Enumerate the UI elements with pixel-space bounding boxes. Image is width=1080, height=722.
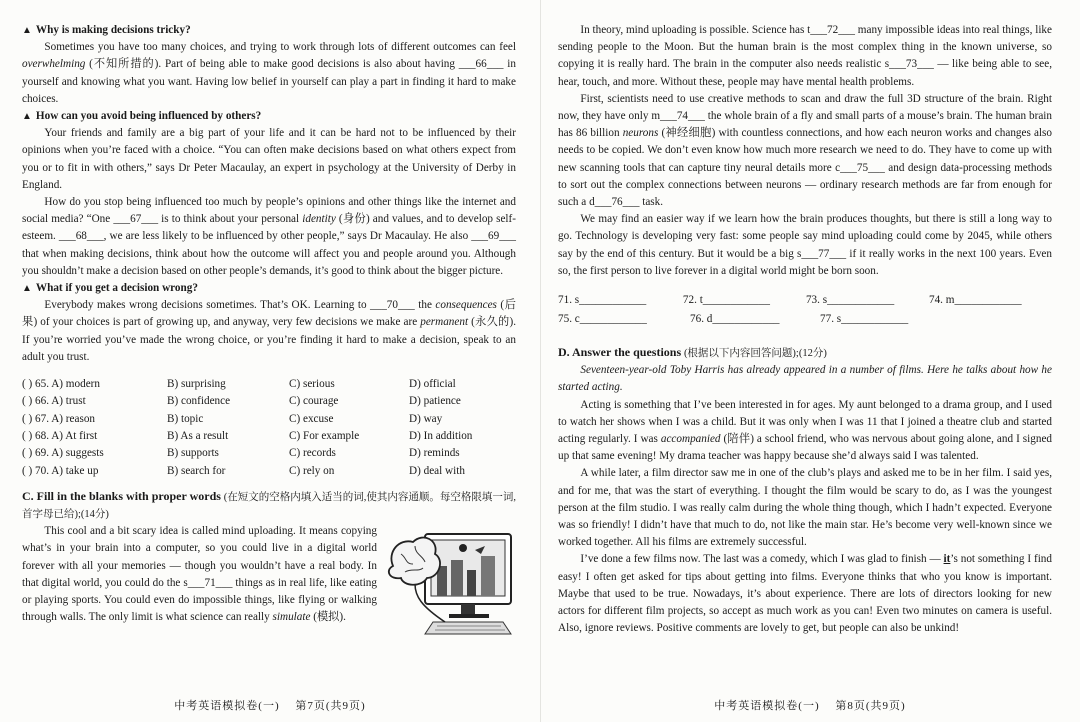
- option-row: ( ) 66. A) trust B) confidence C) courage D) patience: [22, 395, 461, 408]
- section-d-header: [558, 344, 1052, 362]
- paragraph: First, scientists need to use creative methods to scan and draw the full 3D structure of the brain. Right now, they have only m___74___ the whole brain of a fly and small parts of a mouse’s brain. The human brain has 86 billion neurons (神经细胞) with countless connections, and how each neuron works and changes also needs to be copied. We don’t even know how much more research we need to do. They have to come up with new scanning tools that can capture tiny neural details more c___75___ and design data-processing methods to sort out the complex connections between neurons — ordinary research methods are far from enough for such a d___76___ task.: [558, 92, 1052, 209]
- paragraph: In theory, mind uploading is possible. Science has t___72___ many impossible ideas into real things, like sending people to the Moon. But the human brain is the most complex thing in the known universe, so copying it is really hard. The brain in the computer also needs realistic s___73___ — like being able to see, hear, touch, and more. Without these, people may have mental health problems.: [558, 24, 1052, 88]
- section-c-body: [22, 523, 516, 638]
- triangle-icon: ▲: [22, 111, 32, 123]
- answer-blank-76[interactable]: 76. d____________: [690, 313, 780, 326]
- blanks-row: [558, 292, 1052, 311]
- answer-blanks: [558, 292, 1052, 330]
- answer-blank-71[interactable]: 71. s____________: [558, 294, 647, 307]
- option-row: ( ) 69. A) suggests B) supports C) records D) reminds: [22, 447, 460, 460]
- page-footer: 中考英语模拟卷(一) 第7页(共9页): [174, 700, 366, 712]
- section-d-instructions: (根据以下内容回答问题);(12分): [683, 348, 827, 360]
- paragraph: Everybody makes wrong decisions sometimes. That’s OK. Learning to ___70___ the consequences (后果) of your choices is part of growing up, and anyway, very few decisions we make are permanent (永久的). If you’re worried you’ve made the wrong choice, or you’re finding it hard to make a decision, speak to an adult you trust.: [22, 299, 516, 363]
- section-d-title: D. Answer the questions: [558, 345, 682, 360]
- section-heading: ▲ What if you get a decision wrong?: [22, 282, 198, 295]
- blanks-row: [558, 311, 1052, 330]
- answer-blank-72[interactable]: 72. t____________: [682, 294, 770, 307]
- intro-paragraph: Seventeen-year-old Toby Harris has already appeared in a number of films. Here he talks about how he started acting.: [558, 364, 1052, 394]
- options-table: [22, 376, 516, 480]
- section-c-instructions: (在短文的空格内填入适当的词,使其内容通顺。每空格限填一词,首字母已给);(14分): [22, 491, 516, 521]
- answer-blank-75[interactable]: 75. c____________: [558, 313, 647, 326]
- paragraph: Sometimes you have too many choices, and trying to work through lots of different outcomes can feel overwhelming (不知所措的). Part of being able to make good decisions is also about having ___66___ in yourself and knowing what you want. Having low belief in yourself can play a part in finding it hard to make choices.: [22, 41, 516, 105]
- section-heading: ▲ Why is making decisions tricky?: [22, 24, 191, 36]
- section-heading: ▲ How can you avoid being influenced by others?: [22, 110, 262, 123]
- answer-blank-77[interactable]: 77. s____________: [820, 313, 909, 326]
- triangle-icon: ▲: [22, 283, 32, 295]
- answer-blank-74[interactable]: 74. m____________: [928, 294, 1022, 307]
- option-row: ( ) 65. A) modern B) surprising C) serious D) official: [22, 378, 456, 391]
- option-row: ( ) 67. A) reason B) topic C) excuse D) way: [22, 412, 443, 425]
- paragraph: How do you stop being influenced too much by people’s opinions and other things like the internet and social media? “One ___67___ is to think about your personal identity (身份) and values, and to develop self-esteem. ___68___, we are less likely to be influenced by other people,” says Dr Macaulay. He also ___69___ that when making decisions, think about how the outcome will affect you and people around you. Although you shouldn’t make a decision based on other people’s demands, it’s good to think about the bigger picture.: [22, 196, 516, 277]
- page-footer: 中考英语模拟卷(一) 第8页(共9页): [714, 700, 906, 712]
- paragraph: We may find an easier way if we learn how the brain produces thoughts, but there is still a long way to go. Technology is developing very fast: some people say mind uploading could come by 2045, while others say by the end of this century. But it would be a big s___77___ if it really works in the next 100 years. Even so, the first person to live forever in a digital world might be born soon.: [558, 213, 1052, 277]
- paragraph: This cool and a bit scary idea is called mind uploading. It means copying what’s in your brain into a computer, so you could live in a digital world forever with all your memories — though you wouldn’t have a real body. In that digital world, you could do the s___71___ things as in real life, like eating or playing sports. You could even do impossible things, like flying or walking through walls. The only limit is what science can really simulate (模拟).: [22, 525, 377, 624]
- option-row: ( ) 68. A) At first B) As a result C) For example D) In addition: [22, 429, 473, 442]
- brain-computer-illustration: [385, 526, 515, 638]
- option-row: ( ) 70. A) take up B) search for C) rely on D) deal with: [22, 464, 465, 477]
- answer-blank-73[interactable]: 73. s____________: [805, 294, 895, 307]
- paragraph: A while later, a film director saw me in one of the club’s plays and asked me to be in her film. I said yes, and for me, that was the start of everything. I thought the film would be scary to do, as I was the youngest person at the film studio. I was really calm during the whole thing though, which I hadn’t expected. Everyone was so friendly! I didn’t have that much to do, not like the main star. He’s become very well-known since we worked together. All his films are extremely successful.: [558, 467, 1052, 549]
- section-c-title: C. Fill in the blanks with proper words: [22, 488, 221, 503]
- paragraph: Acting is something that I’ve been interested in for ages. My aunt belonged to a drama group, and I used to watch her shows when I was a child. But it was only when I was 11 that I joined a theatre club and started acting regularly. I was accompanied (陪伴) a school friend, who was nervous about going alone, and I signed up that same evening! My drama teacher was happy because she’d always said I was talented.: [558, 398, 1052, 463]
- section-c-header: [22, 488, 516, 523]
- triangle-icon: ▲: [22, 25, 32, 36]
- paragraph: I’ve done a few films now. The last was a comedy, which I was glad to finish — it’s not something I find easy! I often get asked for tips about getting into films. Everyone thinks that who you know is important. Maybe that used to be true. Nowadays, it’s about experience. There are lots of directors looking for new actors for different film projects, so accept as much work as you can! Even two minutes on camera is useful. Also, ignore reviews. Positive comments are lovely to get, but people can also be unkind!: [558, 553, 1052, 635]
- right-page: [540, 0, 1080, 722]
- paragraph: Your friends and family are a big part of your life and it can be hard not to be influenced by their opinions when you’re faced with a choice. “You can often make decisions based on what others expect from you or to fit in with others,” says Dr Peter Macaulay, an expert in psychology at the University of Derby in England.: [22, 127, 516, 191]
